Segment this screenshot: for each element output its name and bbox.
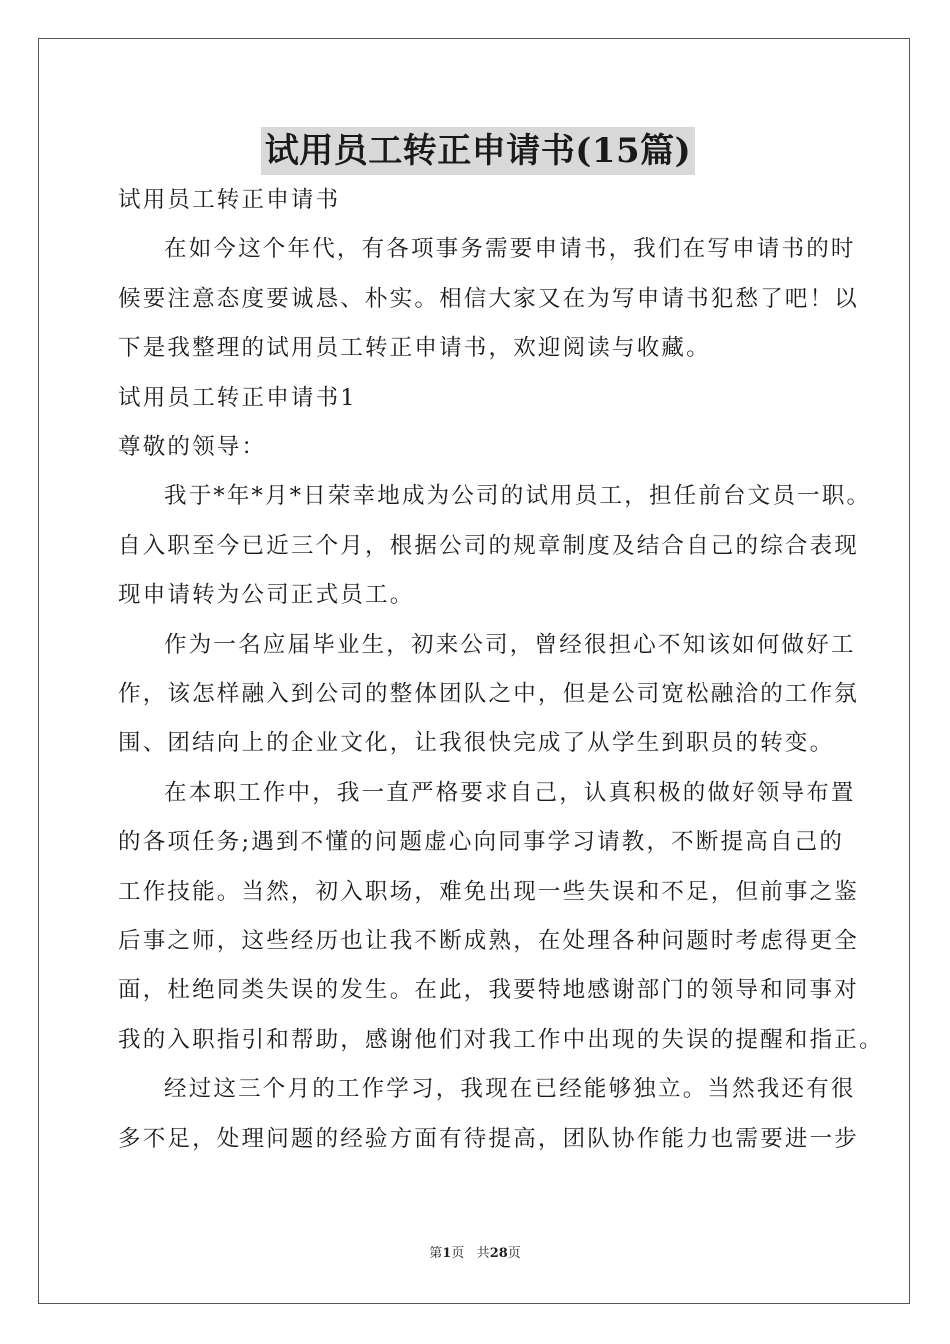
- paragraph-line: 多不足，处理问题的经验方面有待提高，团队协作能力也需要进一步: [118, 1125, 860, 1152]
- paragraph-line: 在如今这个年代，有各项事务需要申请书，我们在写申请书的时: [164, 236, 856, 263]
- page-suffix: 页: [451, 1246, 465, 1261]
- page-border: [38, 38, 910, 1304]
- paragraph-line: 尊敬的领导：: [118, 434, 267, 460]
- paragraph-line: 试用员工转正申请书1: [118, 384, 357, 411]
- page-footer: [0, 1245, 950, 1263]
- paragraph-line: 下是我整理的试用员工转正申请书，欢迎阅读与收藏。: [118, 335, 711, 362]
- paragraph-line: 作，该怎样融入到公司的整体团队之中，但是公司宽松融洽的工作氛: [118, 681, 860, 707]
- paragraph-line: 工作技能。当然，初入职场，难免出现一些失误和不足，但前事之鉴: [118, 878, 860, 905]
- paragraph-line: 现申请转为公司正式员工。: [118, 582, 415, 609]
- paragraph-line: 候要注意态度要诚恳、朴实。相信大家又在为写申请书犯愁了吧！以: [118, 285, 860, 312]
- paragraph-line: 经过这三个月的工作学习，我现在已经能够独立。当然我还有很: [164, 1076, 856, 1103]
- paragraph-line: 自入职至今已近三个月，根据公司的规章制度及结合自己的综合表现: [118, 532, 860, 559]
- paragraph-line: 我的入职指引和帮助，感谢他们对我工作中出现的失误的提醒和指正。: [118, 1026, 884, 1053]
- paragraph-line: 我于*年*月*日荣幸地成为公司的试用员工，担任前台文员一职。: [164, 483, 872, 510]
- total-pages: 28: [489, 1246, 508, 1261]
- document-title: 试用员工转正申请书(15篇): [261, 127, 696, 175]
- title-wrap: [118, 127, 838, 175]
- paragraph-line: 围、团结向上的企业文化，让我很快完成了从学生到职员的转变。: [118, 730, 835, 757]
- paragraph-line: 后事之师，这些经历也让我不断成熟，在处理各种问题时考虑得更全: [118, 928, 860, 954]
- paragraph-line: 试用员工转正申请书: [118, 187, 341, 213]
- total-suffix: 页: [507, 1246, 521, 1261]
- page-prefix: 第: [429, 1246, 443, 1261]
- page-number: 1: [442, 1246, 452, 1261]
- total-prefix: 共: [476, 1246, 490, 1261]
- paragraph-line: 在本职工作中，我一直严格要求自己，认真积极的做好领导布置: [164, 779, 856, 806]
- paragraph-line: 作为一名应届毕业生，初来公司，曾经很担心不知该如何做好工: [164, 631, 856, 658]
- paragraph-line: 面，杜绝同类失误的发生。在此，我要特地感谢部门的领导和同事对: [118, 977, 860, 1004]
- paragraph-line: 的各项任务;遇到不懂的问题虚心向同事学习请教，不断提高自己的: [118, 829, 845, 856]
